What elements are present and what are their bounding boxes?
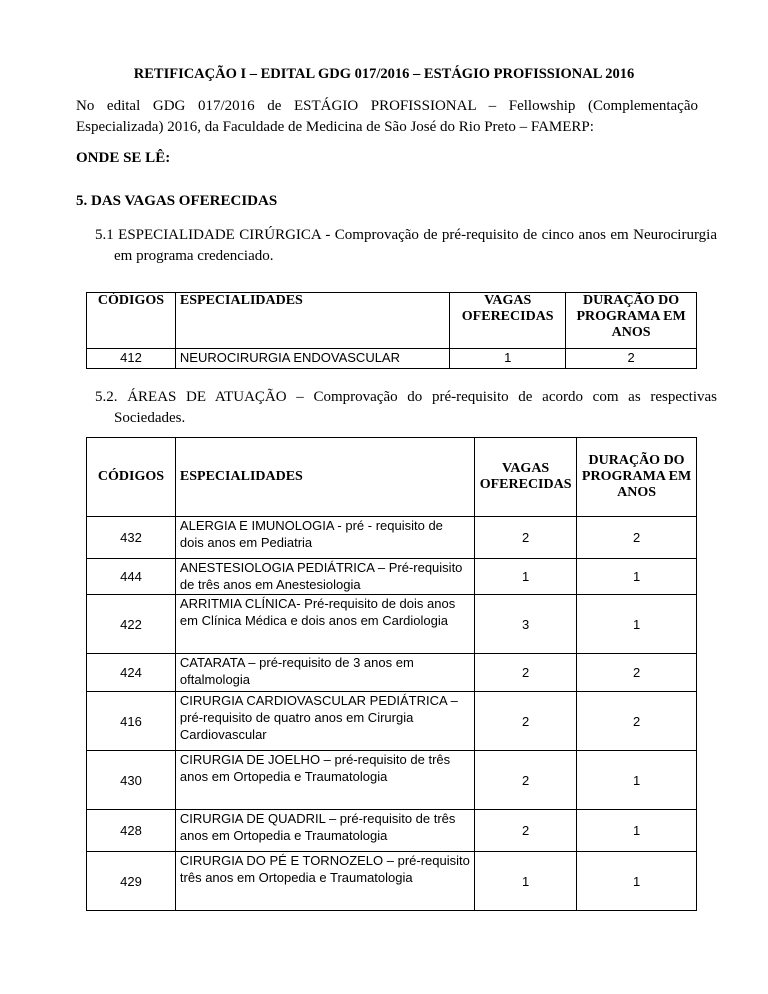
table-row	[87, 595, 697, 654]
document-title: RETIFICAÇÃO I – EDITAL GDG 017/2016 – ESTÁGIO PROFISSIONAL 2016	[133, 66, 635, 82]
table2-cell-name: CIRURGIA DO PÉ E TORNOZELO – pré-requisito três anos em Ortopedia e Traumatologia	[175, 852, 474, 911]
table1-header-duracao: DURAÇÃO DO PROGRAMA EM ANOS	[566, 293, 697, 349]
table2-header-duracao: DURAÇÃO DO PROGRAMA EM ANOS	[577, 438, 697, 517]
table2-cell-name: CIRURGIA DE QUADRIL – pré-requisito de três anos em Ortopedia e Traumatologia	[175, 810, 474, 852]
table2-cell-duracao: 1	[577, 559, 697, 595]
table-row	[87, 349, 697, 369]
table2-cell-code: 424	[87, 654, 176, 692]
table2-cell-code: 422	[87, 595, 176, 654]
table2-cell-name: ANESTESIOLOGIA PEDIÁTRICA – Pré-requisito de três anos em Anestesiologia	[175, 559, 474, 595]
section-5-2-text: 5.2. ÁREAS DE ATUAÇÃO – Comprovação do pré-requisito de acordo com as respectivas Sociedades.	[95, 389, 717, 426]
table2-cell-vagas: 2	[475, 654, 577, 692]
table1-header-vagas: VAGAS OFERECIDAS	[450, 293, 566, 349]
table1-cell-duracao: 2	[566, 349, 697, 369]
table2-cell-code: 429	[87, 852, 176, 911]
table-row	[87, 692, 697, 751]
section-5-1-text: 5.1 ESPECIALIDADE CIRÚRGICA - Comprovação de pré-requisito de cinco anos em Neurocirurgia em programa credenciado.	[95, 227, 717, 264]
section-heading: 5. DAS VAGAS OFERECIDAS	[76, 193, 278, 209]
table-areas-de-atuacao	[86, 437, 697, 911]
table-row	[87, 751, 697, 810]
table2-cell-duracao: 1	[577, 595, 697, 654]
table2-cell-vagas: 2	[475, 810, 577, 852]
table2-cell-vagas: 1	[475, 852, 577, 911]
table1-cell-vagas: 1	[450, 349, 566, 369]
table2-header-codigos: CÓDIGOS	[87, 438, 176, 517]
table2-cell-duracao: 2	[577, 654, 697, 692]
table2-cell-vagas: 2	[475, 692, 577, 751]
table2-cell-duracao: 2	[577, 692, 697, 751]
table-row	[87, 559, 697, 595]
table2-cell-vagas: 2	[475, 751, 577, 810]
table2-cell-name: CIRURGIA DE JOELHO – pré-requisito de três anos em Ortopedia e Traumatologia	[175, 751, 474, 810]
table2-cell-duracao: 2	[577, 517, 697, 559]
table2-header-vagas: VAGAS OFERECIDAS	[475, 438, 577, 517]
table2-cell-duracao: 1	[577, 751, 697, 810]
table-row	[87, 852, 697, 911]
table2-cell-name: CIRURGIA CARDIOVASCULAR PEDIÁTRICA – pré-requisito de quatro anos em Cirurgia Cardiovascular	[175, 692, 474, 751]
table2-cell-duracao: 1	[577, 852, 697, 911]
table2-cell-code: 432	[87, 517, 176, 559]
table2-cell-code: 444	[87, 559, 176, 595]
table2-cell-name: CATARATA – pré-requisito de 3 anos em oftalmologia	[175, 654, 474, 692]
table2-cell-vagas: 3	[475, 595, 577, 654]
table1-header-codigos: CÓDIGOS	[87, 293, 176, 349]
table-row	[87, 517, 697, 559]
table2-cell-vagas: 2	[475, 517, 577, 559]
table2-cell-code: 430	[87, 751, 176, 810]
table2-cell-code: 428	[87, 810, 176, 852]
table2-cell-vagas: 1	[475, 559, 577, 595]
table2-cell-name: ALERGIA E IMUNOLOGIA - pré - requisito de dois anos em Pediatria	[175, 517, 474, 559]
table1-header-especialidades: ESPECIALIDADES	[175, 293, 449, 349]
table2-cell-name: ARRITMIA CLÍNICA- Pré-requisito de dois anos em Clínica Médica e dois anos em Cardiologia	[175, 595, 474, 654]
table1-cell-name: NEUROCIRURGIA ENDOVASCULAR	[175, 349, 449, 369]
table-especialidade-cirurgica	[86, 292, 697, 369]
table2-cell-duracao: 1	[577, 810, 697, 852]
table-row	[87, 810, 697, 852]
table-row	[87, 654, 697, 692]
table2-header-especialidades: ESPECIALIDADES	[175, 438, 474, 517]
intro-paragraph: No edital GDG 017/2016 de ESTÁGIO PROFISSIONAL – Fellowship (Complementação Especializada) 2016, da Faculdade de Medicina de São José do Rio Preto – FAMERP:	[76, 98, 698, 135]
table1-cell-code: 412	[87, 349, 176, 369]
onde-se-le-heading: ONDE SE LÊ:	[76, 150, 171, 166]
table2-cell-code: 416	[87, 692, 176, 751]
